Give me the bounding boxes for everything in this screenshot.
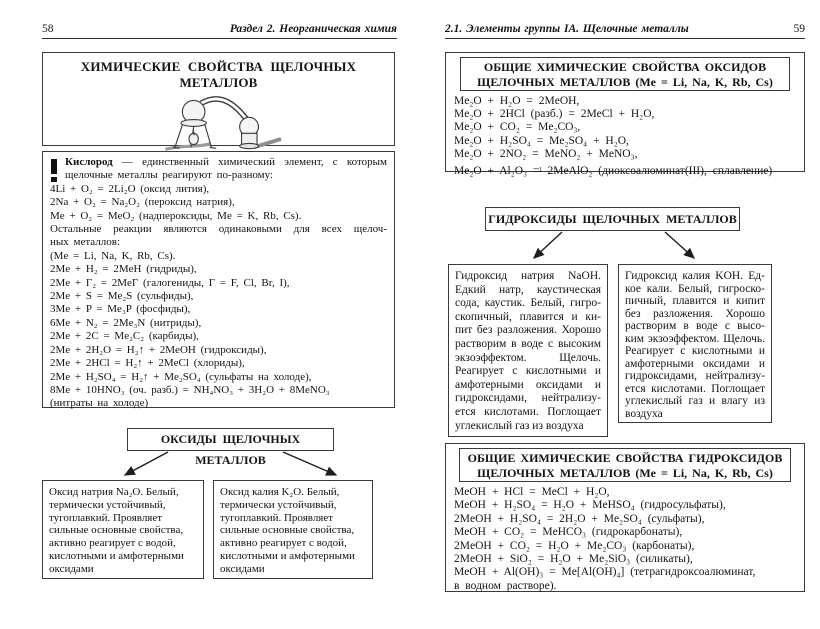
text-line: Me₂O + 2HCl (разб.) = 2MeCl + H₂O, (454, 108, 655, 121)
text-line: оксидами (49, 562, 94, 575)
text-line: оксидами (220, 562, 265, 575)
text-line: Me₂O + H₂O = 2MeOH, (454, 95, 580, 107)
hydroxide-equations-list (446, 482, 804, 593)
text-line: пичный, плавится и кипит (625, 295, 765, 307)
chem-properties-title-box (42, 52, 395, 146)
hydroxides-flow-title-box: ГИДРОКСИДЫ ЩЕЛОЧНЫХ МЕТАЛЛОВ (485, 207, 740, 231)
text-line: MeOH + Al(OH)₃ = Me[Al(OH)₄] (тетрагидроксоалюминат, (454, 566, 756, 579)
text-line: 2Me + H₂ = 2MeH (гидриды), (50, 263, 197, 276)
text-line: Реагирует с кислотными и (625, 345, 765, 357)
text-line: термически устойчивый, (220, 498, 337, 511)
oxygen-note-text: — единственный химический элемент, с которым (121, 156, 387, 168)
text-line: в водном растворе). (454, 579, 557, 592)
flow-arrows-oxides (42, 451, 395, 479)
text-line: MeOH + HCl = MeCl + H₂O, (454, 486, 610, 498)
text-line: пит без разложения. Хорошо (455, 324, 601, 337)
page-header-left (42, 23, 397, 37)
text-line: Me + O₂ = MeO₂ (надпероксиды, Me = K, Rb, Cs). (50, 209, 302, 222)
text-line: Me₂O + 2NO₂ = MeNO₂ + MeNO₃, (454, 147, 638, 160)
text-line: ким экзоэффектом. Щелочь. (625, 332, 765, 345)
text-line: 2Me + 2HCl = H₂↑ + 2MeCl (хлориды), (50, 357, 245, 370)
text-line: тугоплавкий. Проявляет (220, 511, 334, 524)
text-line: скопичный, плавится и ки- (455, 310, 601, 323)
text-line: (нитраты на холоде) (50, 397, 149, 410)
text-line: кислотными и амфотерными (220, 549, 355, 562)
potassium-hydroxide-box (618, 264, 772, 423)
text-line: сильные основные свойства, (220, 524, 355, 537)
oxygen-note-line1 (50, 156, 387, 169)
flow-arrows-hydroxides (445, 231, 805, 262)
text-line: Me₂O + CO₂ = Me₂CO₃, (454, 121, 581, 134)
hydroxides-general-properties-box (445, 443, 805, 592)
text-line: 2MeOH + CO₂ = H₂O + Me₂CO₃ (карбонаты), (454, 539, 695, 552)
reactions-box (42, 151, 395, 408)
text-line: ется кислотами. Поглощает (455, 405, 601, 418)
text-line: без разложения. Хорошо (625, 307, 765, 320)
text-line: гидроксидами, нейтрализу- (625, 370, 765, 382)
text-line: 4Li + O₂ = 2Li₂O (оксид лития), (50, 182, 210, 195)
page-right (445, 0, 805, 629)
page-number: 58 (42, 23, 54, 35)
box-title-line1: ОБЩИЕ ХИМИЧЕСКИЕ СВОЙСТВА ГИДРОКСИДОВ (467, 451, 783, 465)
text-line: 2Me + 2C = Me₂C₂ (карбиды), (50, 330, 199, 343)
box-title-line2: ЩЕЛОЧНЫХ МЕТАЛЛОВ (Me = Li, Na, K, Rb, Cs) (477, 465, 773, 480)
text-line: Остальные реакции являются одинаковыми для всех щелоч- (50, 223, 387, 236)
text-line: 2Me + Г₂ = 2MeГ (галогениды, Г = F, Cl, Br, I), (50, 276, 290, 289)
text-line: 6Me + N₂ = 2Me₃N (нитриды), (50, 316, 202, 329)
text-line: сильные основные свойства, (49, 524, 184, 537)
text-line: Оксид калия K₂O. Белый, (220, 486, 340, 498)
reaction-equations-list (50, 183, 387, 411)
text-line: активно реагирует с водой, (220, 537, 347, 550)
sodium-oxide-box (42, 480, 204, 579)
text-line: углекислый газ из воздуха (455, 419, 584, 432)
exclamation-icon (51, 159, 57, 183)
text-line: экзоэффектом. Щелочь. (455, 351, 601, 364)
text-line: Гидроксид калия KOH. Ед- (625, 270, 765, 282)
text-line: 2MeOH + SiO₂ = H₂O + Me₂SiO₃ (силикаты), (454, 553, 693, 566)
text-line: (Me = Li, Na, K, Rb, Cs). (50, 249, 176, 262)
text-line: сода, каустик. Белый, гигро- (455, 297, 601, 310)
text-line: растворим в воде с высо- (625, 320, 765, 332)
text-line: термически устойчивый, (49, 498, 166, 511)
text-line: ных металлов: (50, 236, 121, 249)
text-line: 3Me + P = Me₃P (фосфиды), (50, 303, 191, 316)
text-line: растворим в воде с высоким (455, 337, 601, 350)
text-line: 8Me + 10HNO₃ (оч. разб.) = NH₄NO₃ + 3H₂O + 8MeNO₃ (50, 383, 330, 396)
text-line: углекислый газ и влагу из (625, 395, 765, 407)
oxygen-note-line2: щелочные металлы реагируют по-разному: (65, 169, 273, 182)
page-number: 59 (793, 23, 805, 35)
text-line: амфотерными оксидами и (455, 378, 601, 391)
text-line: ется кислотами. Поглощает (625, 382, 765, 395)
text-line: гидроксидами, нейтрализу- (455, 392, 601, 405)
retort-distillation-illustration-icon (144, 92, 294, 154)
text-line: амфотерными оксидами и (625, 357, 765, 370)
text-line: Едкий натр, каустическая (455, 283, 601, 296)
running-head: 2.1. Элементы группы IA. Щелочные металлы (445, 23, 689, 35)
text-line: Me₂O + H₂SO₄ = Me₂SO₄ + H₂O, (454, 134, 629, 147)
text-line: кое кали. Белый, гигроско- (625, 282, 765, 295)
sodium-hydroxide-box (448, 264, 608, 437)
text-line: 2Na + O₂ = Na₂O₂ (пероксид натрия), (50, 196, 235, 209)
oxide-equations-list (446, 91, 804, 178)
text-line: 2Me + 2H₂O = H₂↑ + 2MeOH (гидроксиды), (50, 343, 267, 356)
text-line: Гидроксид натрия NaOH. (455, 270, 601, 282)
running-head: Раздел 2. Неорганическая химия (229, 23, 397, 35)
text-line: Me₂O + Al₂O₃ =ᵗ 2MeAlO₂ (диоксоалюминат(III), сплавление) (454, 165, 773, 178)
text-line: Реагирует с кислотными и (455, 365, 601, 378)
oxides-general-properties-box (445, 52, 805, 178)
text-line: 2MeOH + H₂SO₄ = 2H₂O + Me₂SO₄ (сульфаты), (454, 512, 705, 525)
section-title: ХИМИЧЕСКИЕ СВОЙСТВА ЩЕЛОЧНЫХ МЕТАЛЛОВ (80, 59, 357, 90)
text-line: воздуха (625, 407, 663, 420)
text-line: Оксид натрия Na₂O. Белый, (49, 486, 179, 498)
page-header-right (445, 23, 805, 37)
text-line: MeOH + H₂SO₄ = H₂O + MeHSO₄ (гидросульфаты), (454, 499, 726, 512)
text-line: 2Me + S = Me₂S (сульфиды), (50, 290, 194, 303)
header-rule (445, 38, 805, 39)
potassium-oxide-box (213, 480, 373, 579)
box-title (459, 448, 791, 482)
header-rule (42, 38, 397, 39)
box-title-line2: ЩЕЛОЧНЫХ МЕТАЛЛОВ (Me = Li, Na, K, Rb, Cs) (477, 74, 773, 89)
text-line: активно реагирует с водой, (49, 537, 176, 550)
page-left (42, 0, 397, 629)
box-title (460, 57, 790, 91)
text-line: кислотными и амфотерными (49, 549, 184, 562)
oxides-flow-title-box: ОКСИДЫ ЩЕЛОЧНЫХ МЕТАЛЛОВ (127, 428, 334, 451)
text-line: тугоплавкий. Проявляет (49, 511, 163, 524)
text-line: 2Me + H₂SO₄ = H₂↑ + Me₂SO₄ (сульфаты на холоде), (50, 370, 312, 383)
box-title-line1: ОБЩИЕ ХИМИЧЕСКИЕ СВОЙСТВА ОКСИДОВ (483, 60, 767, 74)
oxygen-term: Кислород (65, 156, 113, 168)
text-line: MeOH + CO₂ = MeHCO₃ (гидрокарбонаты), (454, 526, 683, 539)
